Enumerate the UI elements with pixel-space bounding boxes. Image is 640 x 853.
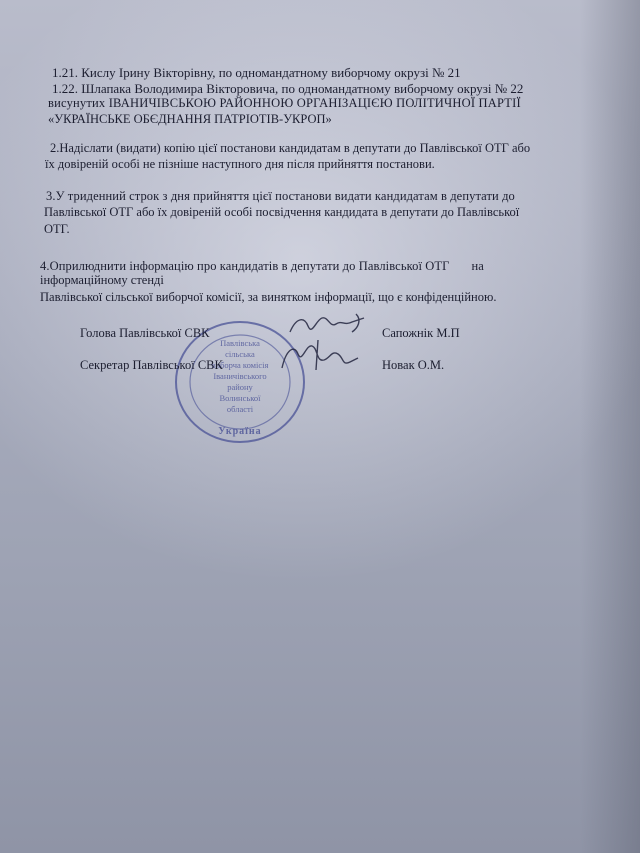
para4-line1 [40,259,484,274]
para4-line1-end: на [471,259,484,273]
stamp-line-7: області [226,404,254,414]
page-shadow [580,0,640,853]
para3-line3: ОТГ. [44,222,70,236]
stamp-line-3: виборча комісія [211,360,269,370]
stamp-ring-text: Україна [218,426,262,437]
item-1-22: 1.22. Шлапака Володимира Вікторовича, по одномандатному виборчому окрузі № 22 [52,81,524,96]
para2-line2: їх довіреній особі не пізніше наступного дня після прийняття постанови. [45,157,435,171]
secretary-name: Новак О.М. [382,358,445,372]
nominated-by-line: висунутих ІВАНИЧІВСЬКОЮ РАЙОННОЮ ОРГАНІЗАЦІЄЮ ПОЛІТИЧНОЇ ПАРТІЇ [48,96,521,110]
signature-scribble [272,310,382,380]
para4-line2: інформаційному стенді [40,273,164,287]
para2-line1: 2.Надіслати (видати) копію цієї постанови кандидатам в депутати до Павлівської ОТГ або [50,141,531,155]
para4-line3: Павлівської сільської виборчої комісії, за винятком інформації, що є конфіденційною. [40,290,497,304]
party-name-line: «УКРАЇНСЬКЕ ОБЄДНАННЯ ПАТРІОТІВ-УКРОП» [48,112,332,126]
para3-line2: Павлівської ОТГ або їх довіреній особі посвідчення кандидата в депутати до Павлівської [44,205,520,219]
stamp-line-5: району [227,382,253,392]
para3-line1: 3.У триденний строк з дня прийняття цієї постанови видати кандидатам в депутати до [46,189,515,203]
para4-line1-text: 4.Оприлюднити інформацію про кандидатів в депутати до Павлівської ОТГ [40,259,450,273]
head-name: Сапожнік М.П [382,326,460,340]
stamp-line-6: Волинської [219,393,261,403]
stamp-line-4: Іваничівського [213,371,267,381]
stamp-line-2: сільська [225,349,255,359]
item-1-21: 1.21. Кислу Ірину Вікторівну, по одномандатному виборчому окрузі № 21 [52,65,461,80]
stamp-line-1: Павлівська [220,338,260,348]
secretary-title: Секретар Павлівської СВК [80,358,223,372]
head-title: Голова Павлівської СВК [80,326,210,340]
